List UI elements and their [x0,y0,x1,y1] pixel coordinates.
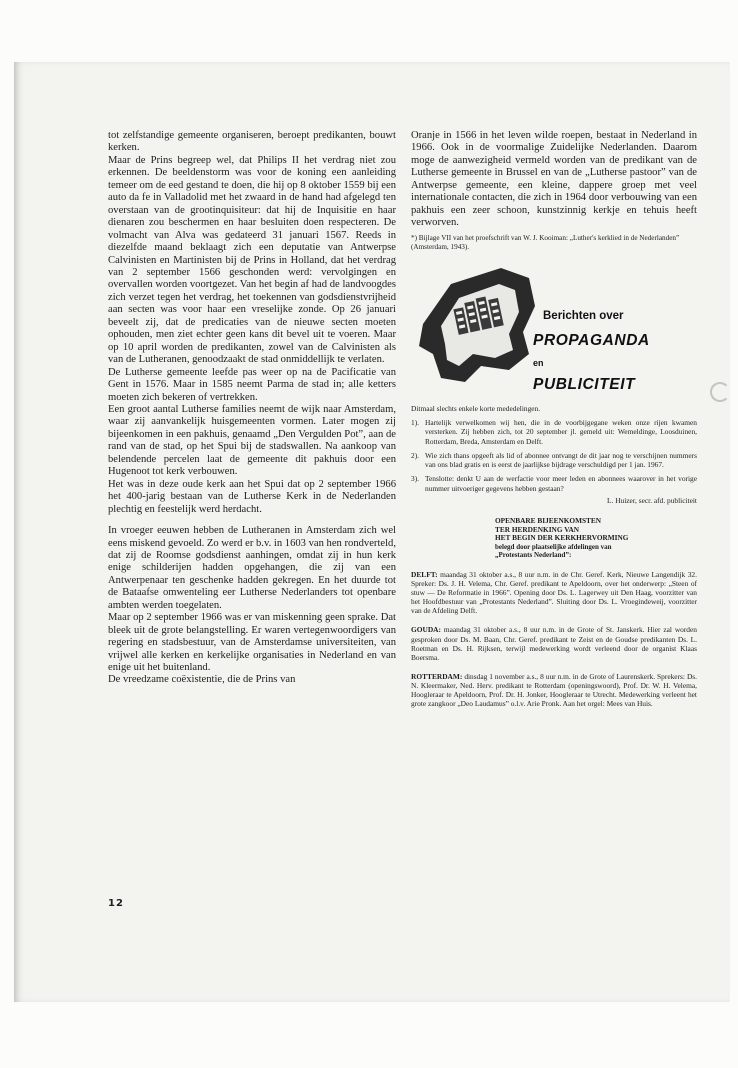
event-city: GOUDA: [411,625,441,635]
binding-hole-icon [710,382,730,402]
event-rotterdam [411,672,697,708]
intro-text: Ditmaal slechts enkele korte mededelingen. [411,403,541,413]
banner-title: PUBLICITEIT [533,375,636,393]
list-item [411,418,697,446]
left-column [108,130,396,687]
announcement-list [411,418,697,493]
paragraph: In vroeger eeuwen hebben de Lutheranen in Amsterdam zich wel eens miskend gevoeld. Zo werd er b.v. in 1603 van hen rondverteld, dat zij de Roomse godsdienst aanhingen, omdat zij in hun kerk enige schilderijen hadden opgehangen, die zij van een Antwerpenaar ten geschenke hadden gekregen. En het duurde tot de Bataafse omwenteling eer Lutherse Nederlanders tot openbare ambten werden toegelaten. [108,525,396,611]
list-item [411,451,697,470]
paragraph: De vreedzame coëxistentie, die de Prins van [108,674,296,686]
announcement-line: „Protestants Nederland”: [495,551,572,560]
event-delft [411,570,697,615]
event-text: maandag 31 oktober a.s., 8 uur n.m. in de Chr. Geref. Kerk, Nieuwe Langendijk 32. Spreker: Ds. J. H. Velema, Chr. Geref. predikant te Apeldoorn, over het onderwerp: „Steen of stuw — De Reformatie in 1966”. Opening door Ds. L. Lagerwey uit Den Haag, voorzitter van het Hoofdbestuur van „Protestants Nederland”. Sluiting door Ds. L. Vroegindeweij, voorzitter van de Afdeling Delft. [411,569,697,616]
magazine-page [14,62,730,1002]
item-text: Tenslotte: denkt U aan de werfactie voor meer leden en abonnees waarover in het vorige nummer uitvoeriger gegevens hebben gestaan? [425,474,697,493]
paragraph: Maar de Prins begreep wel, dat Philips II het verdrag niet zou erkennen. De beeldenstorm was voor de koning een aanleiding temeer om de eed gestand te doen, die hij op 8 oktober 1559 bij een auto da fe in Valladolid met het zwaard in de hand had afgelegd ten overstaan van de grootinquisiteur: dat hij de Inquisitie en haar dienaren zou beschermen en haar besluiten doen respecteren. De volmacht van Alva was gedateerd 31 januari 1567. Reeds in diezelfde maand beklaagt zich een deputatie van Antwerpse Calvinisten en Martinisten bij de Prins in Holland, dat het verdrag van 2 september 1566 geschonden werd: vervolgingen en overvallen worden voortgezet. Van het begin af had de landvoogdes zich verzet tegen het verdrag, het toekennen van godsdienstvrijheid aan secten was voor haar een vreselijke zonde. Op 26 januari beveelt zij, dat de predicaties van de nieuwe secten moeten ophouden, men ziet echter geen kans dit bevel uit te voeren. Maar op 10 april worden de predikanten, zowel van de Calvinisten als van de Lutheranen, genoodzaakt de stad onmiddellijk te verlaten. [108,154,396,366]
item-number: 1). [411,417,420,427]
page-number: 12 [108,898,124,909]
announcement-line: HET BEGIN DER KERKHERVORMING [495,533,629,543]
right-column [411,130,697,708]
paragraph: Maar op 2 september 1966 was er van miskenning geen sprake. Dat bleek uit de grote belangstelling. Er waren vertegenwoordigers van regering en stadsbestuur, van de Amsterdamse universiteiten, van vrijwel alle kerken en kerkelijke organisaties in Nederland en van enige uit het buitenland. [108,612,396,674]
event-text: dinsdag 1 november a.s., 8 uur n.m. in de Grote of Laurenskerk. Sprekers: Ds. N. Kleermaker, Ned. Herv. predikant te Rotterdam (openingswoord), Prof. Dr. W. H. Velema, Hoogleraar te Apeldoorn, Prof. Dr. H. Jonker, Hoogleraar te Utrecht. Medewerking verleent het grote zangkoor „Deo Laudamus” o.l.v. Arie Pronk. Aan het orgel: Mees van Huis. [411,671,698,709]
item-text: Hartelijk verwelkomen wij hen, die in de voorbijgegane weken onze rijen kwamen versterken. Zij hebben zich, tot 20 september jl. gemeld uit: Wemeldinge, Loosduinen, Rotterdam, Breda, Amsterdam en Delft. [425,417,697,446]
paragraph: Oranje in 1566 in het leven wilde roepen, bestaat in Nederland in 1966. Ook in de voormalige Zuidelijke Nederlanden. Daarom moge de aanwezigheid vermeld worden van de predikant van de Lutherse gemeente in Brussel en van de „Lutherse pastoor” van de Antwerpse gemeente, een kleine, dappere groep met veel internationale contacten, die zich in 1964 door verbouwing van een pakhuis een zeer schoon, kunstzinnig kerkje en tehuis heeft verworven. [411,130,697,229]
paragraph: Het was in deze oude kerk aan het Spui dat op 2 september 1966 het 400-jarig bestaan van de Lutherse Kerk in de Nederlanden plechtig en feestelijk werd herdacht. [108,478,396,515]
item-number: 3). [411,474,420,484]
event-city: ROTTERDAM: [411,671,463,681]
signature: L. Huizer, secr. afd. publiciteit [606,496,697,505]
list-item [411,474,697,493]
paragraph: De Lutherse gemeente leefde pas weer op na de Pacificatie van Gent in 1576. Maar in 1585 neemt Parma de stad in; alle ketters moeten zich bekeren of vertrekken. [108,366,396,403]
item-text: Wie zich thans opgeeft als lid of abonnee ontvangt de dit jaar nog te verschijnen nummers van ons blad gratis en is eerst de jaarlijkse bijdrage verschuldigd per 1 jan. 1967. [425,450,697,470]
banner-line: Berichten over [543,309,624,322]
event-text: maandag 31 oktober a.s., 8 uur n.m. in de Grote of St. Janskerk. Hier zal worden gesproken door Ds. M. Baan, Chr. Geref. predikant te Zeist en de Goudse predikanten Ds. L. Roetman en Ds. H. Rijksen, terwijl medewerking wordt verleend door de organist Klaas Boersma. [411,625,697,662]
paragraph: Een groot aantal Lutherse families neemt de wijk naar Amsterdam, waar zij aanvankelijk huisgemeenten vormen. Later mogen zij bijeenkomen in een pakhuis, genaamd „Den Vergulden Pot”, aan de rand van de stad, op het Spui bij de stadswallen. Na aankoop van belendende percelen laat de gemeente dit pakhuis door een Hugenoot tot kerk verbouwen. [108,403,396,478]
announcement-line: belegd door plaatselijke afdelingen van [495,542,612,551]
item-number: 2). [411,450,420,460]
announcement-line: TER HERDENKING VAN [495,524,580,534]
paragraph: tot zelfstandige gemeente organiseren, beroept predikanten, bouwt kerken. [108,130,396,154]
footnote: *) Bijlage VII van het proefschrift van W. J. Kooiman: „Luther's kerklied in de Nederlanden” (Amsterdam, 1943). [411,233,680,251]
announcement-line: OPENBARE BIJEENKOMSTEN [495,516,602,525]
event-city: DELFT: [411,569,438,579]
banner-line: en [533,357,544,368]
event-gouda [411,625,697,661]
propaganda-banner [411,254,697,404]
banner-title: PROPAGANDA [533,331,650,349]
meetings-announcement [495,517,697,560]
